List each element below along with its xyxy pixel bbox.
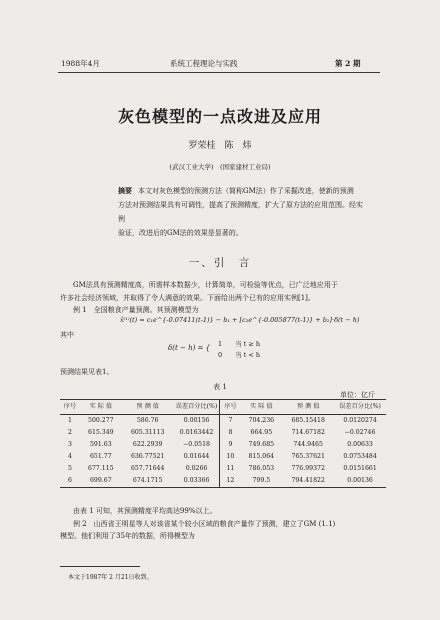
table-cell: 11 xyxy=(220,463,240,475)
affiliation: (武汉工业大学) (国家建材工业局) xyxy=(169,163,271,171)
table-cell: 500.277 xyxy=(88,416,114,424)
col-header: 序号 xyxy=(60,400,80,415)
table-cell: 674.1715 xyxy=(122,475,174,488)
header-rule xyxy=(58,72,380,73)
col-header: 实 际 值 xyxy=(80,400,122,415)
table-cell: 9 xyxy=(220,439,240,451)
col-header: 实 际 值 xyxy=(240,400,282,415)
table-cell: 615.349 xyxy=(88,428,114,436)
where-label: 其中 xyxy=(60,331,74,339)
table-cell: 586.76 xyxy=(136,416,159,424)
abstract-line-3: 验证，改进后的GM法的效果是显著的。 xyxy=(118,229,243,237)
table-cell: 5 xyxy=(67,464,72,472)
table-cell: 0.03366 xyxy=(174,475,220,488)
table-row xyxy=(60,451,386,463)
table-cell: 12 xyxy=(220,475,240,488)
table-cell: 0.0120274 xyxy=(343,416,377,424)
table-cell: 657.71644 xyxy=(130,464,165,472)
table-cell: 749.685 xyxy=(248,440,275,448)
table-cell: 8 xyxy=(220,427,240,439)
delta-case-1: 1 当 t ≥ h xyxy=(218,340,261,348)
footnote-rule xyxy=(60,566,140,567)
intro-paragraph xyxy=(60,279,390,317)
table-cell: −0.02746 xyxy=(344,428,376,436)
intro-line-1: GM法具有预测精度高，所需样本数据少，计算简单，可检验等优点，已广泛地应用于 xyxy=(73,281,338,289)
table-cell: 714.67182 xyxy=(291,428,325,436)
col-header: 误差百分比(%) xyxy=(174,400,220,415)
table-caption: 表 1 xyxy=(213,383,227,391)
table-cell: 799.5 xyxy=(240,475,282,488)
table-cell: 3 xyxy=(67,440,72,448)
post-table-text xyxy=(60,505,390,543)
table-cell: 0.0163442 xyxy=(179,428,214,436)
table-cell: 786.053 xyxy=(248,464,275,472)
table-row xyxy=(60,463,386,475)
abstract-label: 摘要 xyxy=(118,186,132,195)
table-cell: 0.0266 xyxy=(185,464,208,472)
post-table-line-1: 由表 1 可知，其预测精度平均高达99%以上。 xyxy=(73,507,217,515)
table-cell: 0.00156 xyxy=(183,416,210,424)
table-cell: 2 xyxy=(67,428,72,436)
header-date: 1988年4月 xyxy=(61,59,100,68)
col-header: 序号 xyxy=(220,400,240,415)
abstract xyxy=(118,184,368,240)
table-cell: 7 xyxy=(220,414,240,427)
abstract-line-2: 方法对预测结果具有可调性，提高了预测精度，扩大了原方法的应用范围。经实例 xyxy=(118,201,363,223)
table-cell: 0.0151661 xyxy=(343,464,377,472)
col-header: 预 测 值 xyxy=(122,400,174,415)
authors: 罗荣桂 陈 炜 xyxy=(188,141,252,151)
table-cell: 699.67 xyxy=(80,475,122,488)
table-cell: 677.115 xyxy=(88,464,114,472)
paper-title: 灰色模型的一点改进及应用 xyxy=(117,107,322,126)
table-cell: 0.01644 xyxy=(183,452,210,460)
table-unit: 单位：亿斤 xyxy=(340,391,375,399)
table-cell: 10 xyxy=(220,451,240,463)
example-2-line-2: 模型。他们利用了35年的数据，所得模型为 xyxy=(60,532,195,540)
delta-lhs: δ(t − h) = { xyxy=(168,344,211,352)
table-row xyxy=(60,427,386,439)
table-cell: 0.00633 xyxy=(347,440,373,448)
table-cell: −0.0518 xyxy=(183,440,210,448)
table-cell: 605.31113 xyxy=(130,428,165,436)
table-cell: 685.15418 xyxy=(291,416,325,424)
table-cell: 664.95 xyxy=(250,428,273,436)
table-cell: 765.37621 xyxy=(291,452,325,460)
table-cell: 1 xyxy=(67,416,72,424)
col-header: 预 测 值 xyxy=(282,400,334,415)
header-journal: 系统工程理论与实践 xyxy=(170,59,238,68)
table-cell: 636.77521 xyxy=(130,452,165,460)
table-cell: 815.064 xyxy=(248,452,275,460)
table-cell: 794.41822 xyxy=(282,475,334,488)
result-intro: 预测结果见表1。 xyxy=(60,368,114,376)
table-cell: 622.2939 xyxy=(132,440,163,448)
table-row xyxy=(60,414,386,427)
example-2-line-1: 例 2 山西省王明星等人对该省某个较小区域的粮食产量作了预测，建立了GM (1.1) xyxy=(73,519,336,528)
table-row xyxy=(60,475,386,488)
intro-line-2: 许多社会经济领域，并取得了令人满意的效果。下面给出两个已有的应用实例[1]。 xyxy=(60,293,315,302)
table-cell: 4 xyxy=(67,452,72,460)
abstract-line-1: 本文对灰色模型的预测方法（简称GM法）作了采掘改进，使新的预测 xyxy=(138,187,354,195)
formula-1: x̂⁽¹⁾(t) = c₁e^{-0.07411(t-1)} − b₁ + [c₂e^{-0.005877(t-1)} + b₂]·δ(t − h) xyxy=(120,316,360,324)
delta-case-2: 0 当 t < h xyxy=(218,351,261,359)
section-heading: 一、引 言 xyxy=(188,257,252,269)
data-table xyxy=(60,399,386,488)
table-cell: 776.99372 xyxy=(291,464,325,472)
table-cell: 0.0753484 xyxy=(343,452,377,460)
col-header: 误差百分比(%) xyxy=(334,400,386,415)
header-issue: 第 2 期 xyxy=(335,59,361,68)
table-cell: 6 xyxy=(60,475,80,488)
table-cell: 744.9465 xyxy=(293,440,323,448)
example-1-label: 例 1 全国粮食产量预测。其预测模型为 xyxy=(73,306,199,314)
footnote: 本文于1987年 2 月21日收到。 xyxy=(68,574,153,581)
table-row xyxy=(60,439,386,451)
table-cell: 591.63 xyxy=(89,440,112,448)
table-cell: 704.236 xyxy=(248,416,275,424)
table-cell: 0.00136 xyxy=(334,475,386,488)
table-header-row xyxy=(60,400,386,415)
table-cell: 651.77 xyxy=(89,452,112,460)
